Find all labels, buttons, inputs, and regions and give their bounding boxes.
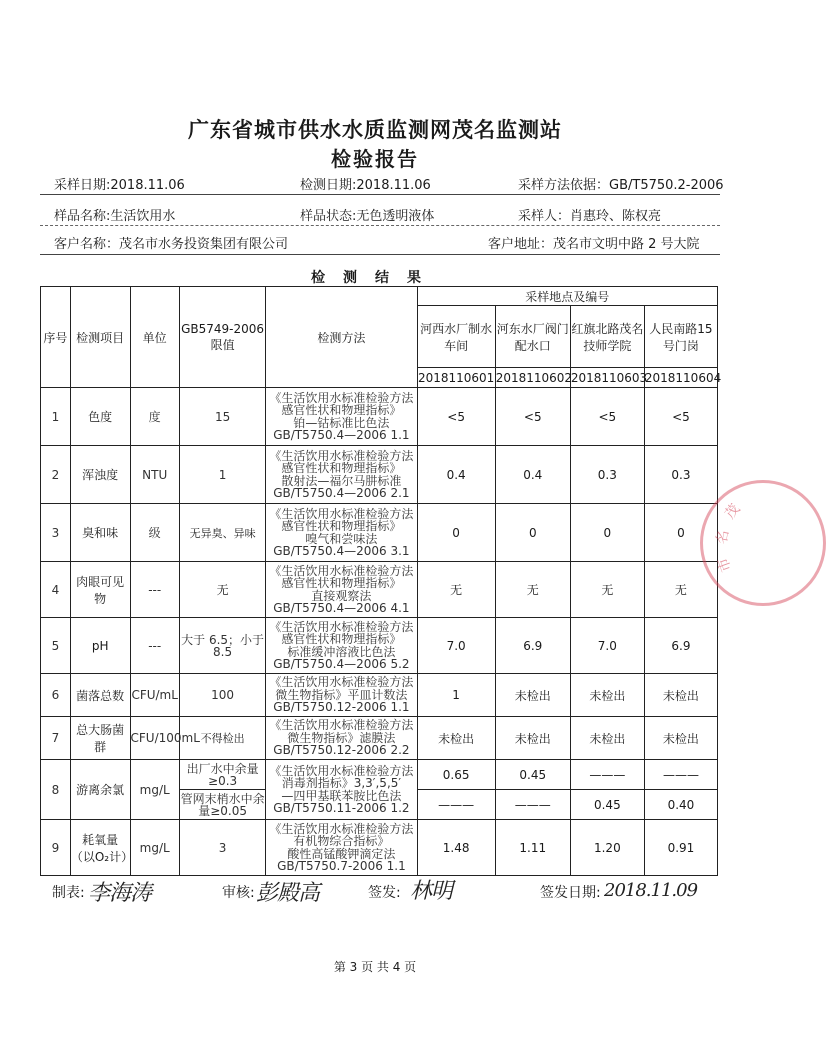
row-value: 未检出 xyxy=(644,674,717,717)
row-value: 0.45 xyxy=(570,790,644,820)
row-limit: 不得检出 xyxy=(179,717,265,760)
row-item: 耗氧量（以O₂计） xyxy=(70,820,130,876)
client-name: 客户名称：茂名市水务投资集团有限公司 xyxy=(54,237,289,252)
row-value: 1 xyxy=(417,674,495,717)
row-value: 未检出 xyxy=(495,717,570,760)
row-value: 0.40 xyxy=(644,790,717,820)
review-signature: 彭殿高 xyxy=(256,881,320,906)
row-value: 未检出 xyxy=(495,674,570,717)
row-unit: --- xyxy=(130,618,179,674)
site-code: 2018110604 xyxy=(644,368,717,388)
made-by-signature: 李海涛 xyxy=(88,881,152,906)
site-name: 河东水厂阀门配水口 xyxy=(495,306,570,368)
page-number: 第 3 页 共 4 页 xyxy=(333,960,417,974)
site-code: 2018110603 xyxy=(570,368,644,388)
test-date: 检测日期:2018.11.06 xyxy=(300,178,431,193)
row-method: 《生活饮用水标准检验方法 感官性状和物理指标》 散射法—福尔马肼标准 GB/T5750.4—2006 2.1 xyxy=(266,446,417,504)
row-item: 浑浊度 xyxy=(70,446,130,504)
row-item: 菌落总数 xyxy=(70,674,130,717)
row-value: 6.9 xyxy=(644,618,717,674)
row-value: 无 xyxy=(417,562,495,618)
row-value: 0.91 xyxy=(644,820,717,876)
row-value: 0.65 xyxy=(417,760,495,790)
table-row xyxy=(41,562,718,618)
row-seq: 9 xyxy=(41,820,71,876)
row-value: 7.0 xyxy=(570,618,644,674)
made-by-label: 制表: xyxy=(52,885,85,901)
header-limit: GB5749-2006限值 xyxy=(179,287,265,388)
row-value: 0 xyxy=(570,504,644,562)
row-limit: 1 xyxy=(179,446,265,504)
sample-method: 采样方法依据：GB/T5750.2-2006 xyxy=(518,178,724,193)
row-value: 0.4 xyxy=(495,446,570,504)
header-sites: 采样地点及编号 xyxy=(417,287,717,306)
row-value: ——— xyxy=(495,790,570,820)
row-seq: 4 xyxy=(41,562,71,618)
row-unit: NTU xyxy=(130,446,179,504)
row-limit: 无 xyxy=(179,562,265,618)
sample-name: 样品名称:生活饮用水 xyxy=(54,209,176,224)
row-item: 臭和味 xyxy=(70,504,130,562)
results-table xyxy=(40,286,722,876)
row-value: <5 xyxy=(495,388,570,446)
sample-date: 采样日期:2018.11.06 xyxy=(54,178,185,193)
header-item: 检测项目 xyxy=(70,287,130,388)
row-unit: mg/L xyxy=(130,760,179,820)
table-row xyxy=(41,760,718,790)
row-seq: 6 xyxy=(41,674,71,717)
row-value: ——— xyxy=(570,760,644,790)
row-unit: CFU/100mL xyxy=(130,717,179,760)
table-row xyxy=(41,674,718,717)
table-row xyxy=(41,618,718,674)
row-value: 0.45 xyxy=(495,760,570,790)
divider xyxy=(40,194,720,195)
row-item: 肉眼可见物 xyxy=(70,562,130,618)
row-limit: 管网末梢水中余量≥0.05 xyxy=(180,791,265,818)
row-limit: 15 xyxy=(179,388,265,446)
report-title: 广东省城市供水水质监测网茂名监测站 xyxy=(188,118,562,142)
sampler: 采样人：肖惠玲、陈权亮 xyxy=(518,209,662,224)
divider xyxy=(40,225,720,226)
site-code: 2018110601 xyxy=(417,368,495,388)
issue-date-label: 签发日期: xyxy=(540,885,601,901)
row-method: 《生活饮用水标准检验方法 消毒剂指标》3,3′,5,5′ —四甲基联苯胺比色法 GB/T5750.11-2006 1.2 xyxy=(266,760,417,820)
header-seq: 序号 xyxy=(41,287,71,388)
row-item: 色度 xyxy=(70,388,130,446)
site-name: 河西水厂制水车间 xyxy=(417,306,495,368)
row-value: 1.11 xyxy=(495,820,570,876)
row-value: <5 xyxy=(644,388,717,446)
table-row xyxy=(41,504,718,562)
row-unit: 级 xyxy=(130,504,179,562)
row-value: 1.20 xyxy=(570,820,644,876)
row-method: 《生活饮用水标准检验方法 微生物指标》滤膜法 GB/T5750.12-2006 2.2 xyxy=(266,717,417,760)
sample-state: 样品状态:无色透明液体 xyxy=(300,209,435,224)
issue-date: 2018.11.09 xyxy=(604,880,698,901)
header-method: 检测方法 xyxy=(266,287,417,388)
table-row xyxy=(41,388,718,446)
row-value: 未检出 xyxy=(417,717,495,760)
row-value: <5 xyxy=(417,388,495,446)
row-item: 总大肠菌群 xyxy=(70,717,130,760)
table-row xyxy=(41,717,718,760)
row-seq: 2 xyxy=(41,446,71,504)
row-value: 0 xyxy=(495,504,570,562)
row-seq: 7 xyxy=(41,717,71,760)
row-value: 0 xyxy=(417,504,495,562)
divider xyxy=(40,254,720,255)
site-code: 2018110602 xyxy=(495,368,570,388)
row-value: 未检出 xyxy=(570,717,644,760)
row-value: 无 xyxy=(570,562,644,618)
client-address: 客户地址：茂名市文明中路 2 号大院 xyxy=(488,237,700,252)
report-subtitle: 检验报告 xyxy=(331,147,419,171)
row-method: 《生活饮用水标准检验方法 有机物综合指标》 酸性高锰酸钾滴定法 GB/T5750.7-2006 1.1 xyxy=(266,820,417,876)
row-item: 游离余氯 xyxy=(70,760,130,820)
row-seq: 3 xyxy=(41,504,71,562)
row-limit: 大于 6.5；小于 8.5 xyxy=(179,618,265,674)
table-row xyxy=(41,446,718,504)
row-value: 无 xyxy=(644,562,717,618)
row-value: 0.3 xyxy=(570,446,644,504)
row-value: 0 xyxy=(644,504,717,562)
row-method: 《生活饮用水标准检验方法 感官性状和物理指标》 直接观察法 GB/T5750.4—2006 4.1 xyxy=(266,562,417,618)
issue-label: 签发: xyxy=(368,885,401,901)
row-seq: 8 xyxy=(41,760,71,820)
row-value: 0.4 xyxy=(417,446,495,504)
row-method: 《生活饮用水标准检验方法 感官性状和物理指标》 铂—钴标准比色法 GB/T5750.4—2006 1.1 xyxy=(266,388,417,446)
row-value: ——— xyxy=(417,790,495,820)
row-unit: --- xyxy=(130,562,179,618)
row-method: 《生活饮用水标准检验方法 微生物指标》平皿计数法 GB/T5750.12-2006 1.1 xyxy=(266,674,417,717)
review-label: 审核: xyxy=(222,885,255,901)
row-limit: 3 xyxy=(179,820,265,876)
row-value: 未检出 xyxy=(570,674,644,717)
row-unit: 度 xyxy=(130,388,179,446)
row-item: pH xyxy=(70,618,130,674)
results-heading: 检测结果 xyxy=(311,270,439,286)
row-unit: mg/L xyxy=(130,820,179,876)
row-value: ——— xyxy=(644,760,717,790)
row-value: 无 xyxy=(495,562,570,618)
row-value: 未检出 xyxy=(644,717,717,760)
row-method: 《生活饮用水标准检验方法 感官性状和物理指标》 标准缓冲溶液比色法 GB/T5750.4—2006 5.2 xyxy=(266,618,417,674)
row-limit: 无异臭、异味 xyxy=(179,504,265,562)
row-limit: 100 xyxy=(179,674,265,717)
row-value: 1.48 xyxy=(417,820,495,876)
header-unit: 单位 xyxy=(130,287,179,388)
site-name: 人民南路15号门岗 xyxy=(644,306,717,368)
row-seq: 5 xyxy=(41,618,71,674)
issue-signature: 林明 xyxy=(410,879,453,904)
row-unit: CFU/mL xyxy=(130,674,179,717)
table-row xyxy=(41,820,718,876)
row-method: 《生活饮用水标准检验方法 感官性状和物理指标》 嗅气和尝味法 GB/T5750.4—2006 3.1 xyxy=(266,504,417,562)
row-value: 6.9 xyxy=(495,618,570,674)
official-seal-stamp: 茂 名 市 xyxy=(700,480,826,606)
row-value: 7.0 xyxy=(417,618,495,674)
row-seq: 1 xyxy=(41,388,71,446)
site-name: 红旗北路茂名技师学院 xyxy=(570,306,644,368)
row-value: 0.3 xyxy=(644,446,717,504)
row-limit: 出厂水中余量≥0.3 xyxy=(179,760,265,790)
row-value: <5 xyxy=(570,388,644,446)
